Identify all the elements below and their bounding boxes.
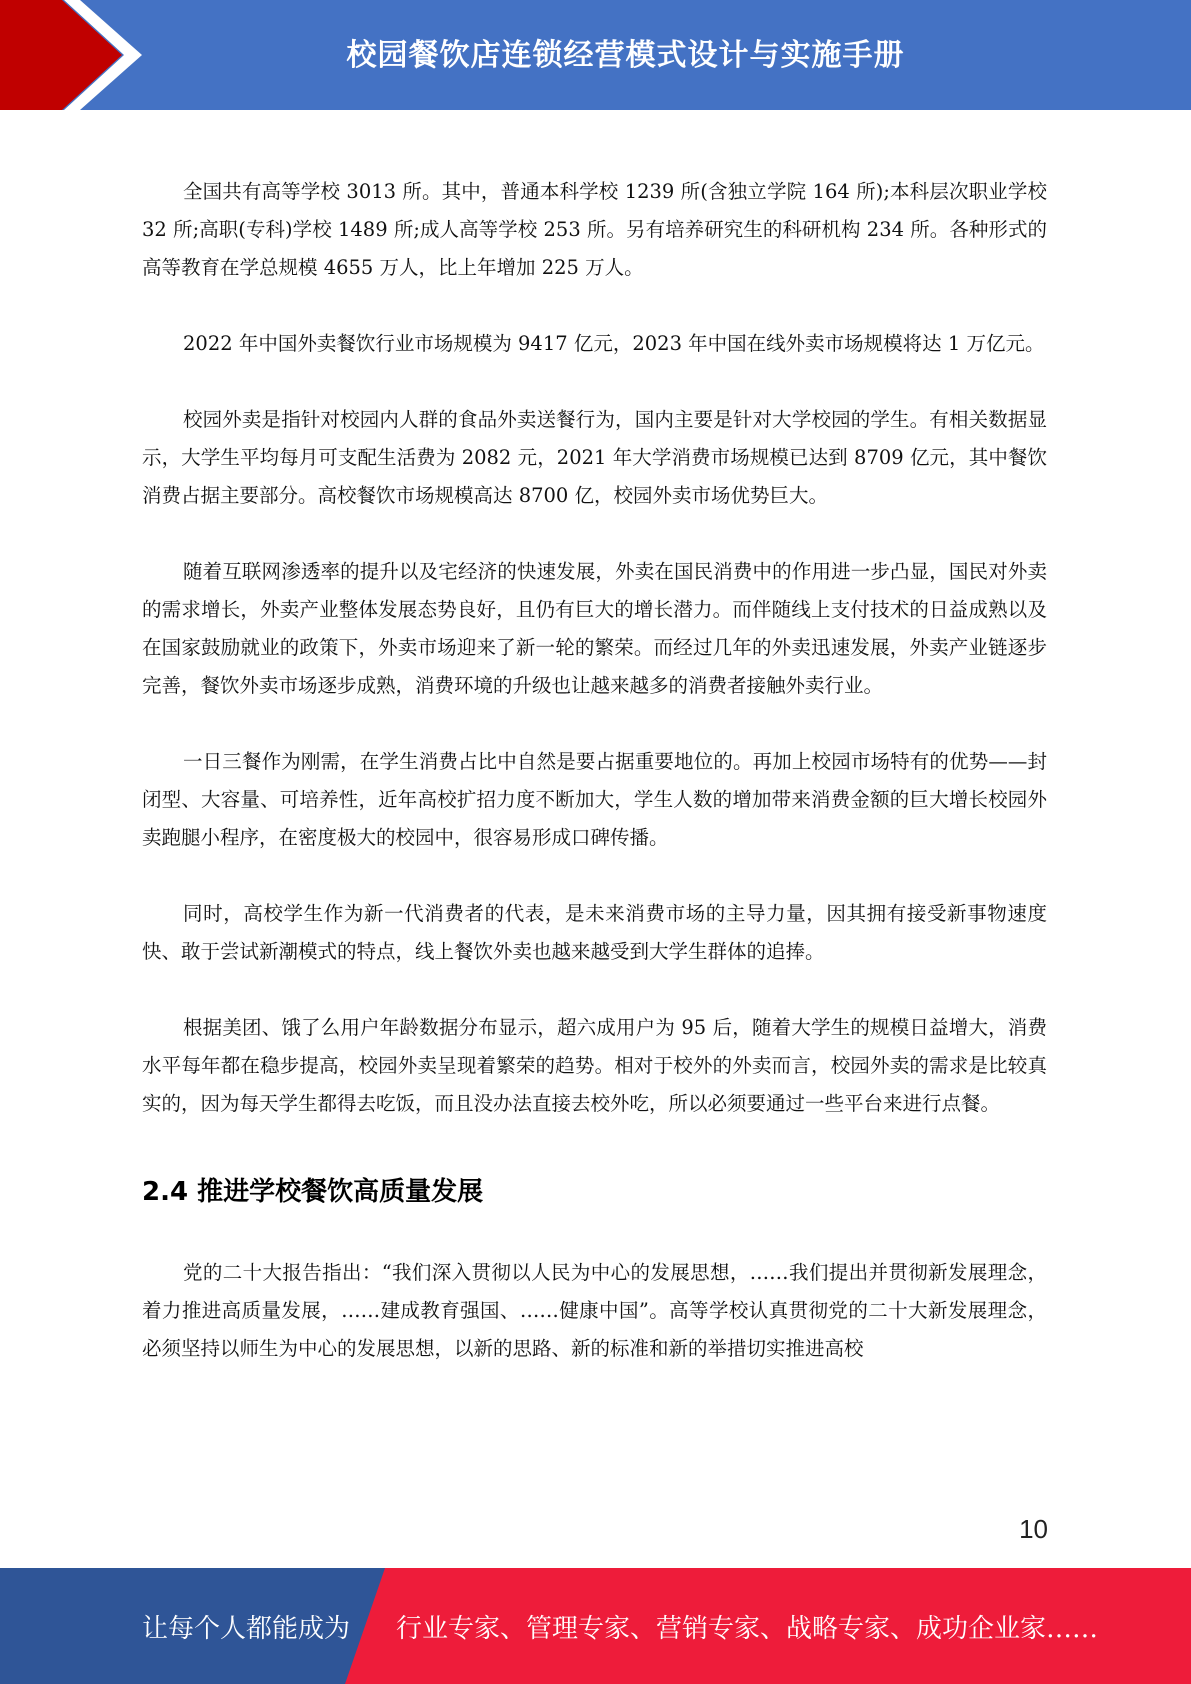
section-heading: 2.4 推进学校餐饮高质量发展 [142,1177,484,1207]
paragraph: 全国共有高等学校 3013 所。其中，普通本科学校 1239 所(含独立学院 164 所);本科层次职业学校 32 所;高职(专科)学校 1489 所;成人高等学校 253 所。另有培养研究生的科研机构 234 所。各种形式的高等教育在学总规模 4655 万人，比上年增加 225 万人。 [142,180,1047,279]
footer-slogan-right: 行业专家、管理专家、营销专家、战略专家、成功企业家…… [396,1613,1099,1644]
paragraph: 根据美团、饿了么用户年龄数据分布显示，超六成用户为 95 后，随着大学生的规模日益增大，消费水平每年都在稳步提高，校园外卖呈现着繁荣的趋势。相对于校外的外卖而言，校园外卖的需求是比较真实的，因为每天学生都得去吃饭，而且没办法直接去校外吃，所以必须要通过一些平台来进行点餐。 [142,1016,1047,1115]
paragraph: 2022 年中国外卖餐饮行业市场规模为 9417 亿元，2023 年中国在线外卖市场规模将达 1 万亿元。 [183,332,1045,355]
paragraph: 随着互联网渗透率的提升以及宅经济的快速发展，外卖在国民消费中的作用进一步凸显，国民对外卖的需求增长，外卖产业整体发展态势良好，且仍有巨大的增长潜力。而伴随线上支付技术的日益成熟以及在国家鼓励就业的政策下，外卖市场迎来了新一轮的繁荣。而经过几年的外卖迅速发展，外卖产业链逐步完善，餐饮外卖市场逐步成熟，消费环境的升级也让越来越多的消费者接触外卖行业。 [142,560,1047,697]
page-content [142,173,1047,1406]
document-title: 校园餐饮店连锁经营模式设计与实施手册 [346,38,905,73]
paragraph: 一日三餐作为刚需，在学生消费占比中自然是要占据重要地位的。再加上校园市场特有的优势——封闭型、大容量、可培养性，近年高校扩招力度不断加大，学生人数的增加带来消费金额的巨大增长校园外卖跑腿小程序，在密度极大的校园中，很容易形成口碑传播。 [142,750,1047,849]
paragraph: 党的二十大报告指出：“我们深入贯彻以人民为中心的发展思想，……我们提出并贯彻新发展理念，着力推进高质量发展，……建成教育强国、……健康中国”。高等学校认真贯彻党的二十大新发展理念，必须坚持以师生为中心的发展思想，以新的思路、新的标准和新的举措切实推进高校 [142,1261,1047,1360]
footer-slogan-left: 让每个人都能成为 [142,1613,351,1644]
page-footer [0,1568,1191,1684]
paragraph: 校园外卖是指针对校园内人群的食品外卖送餐行为，国内主要是针对大学校园的学生。有相关数据显示，大学生平均每月可支配生活费为 2082 元，2021 年大学消费市场规模已达到 8709 亿元，其中餐饮消费占据主要部分。高校餐饮市场规模高达 8700 亿，校园外卖市场优势巨大。 [142,408,1047,507]
paragraph: 同时，高校学生作为新一代消费者的代表，是未来消费市场的主导力量，因其拥有接受新事物速度快、敢于尝试新潮模式的特点，线上餐饮外卖也越来越受到大学生群体的追捧。 [142,902,1047,963]
page-number: 10 [1019,1514,1048,1544]
page-header [0,0,1191,110]
